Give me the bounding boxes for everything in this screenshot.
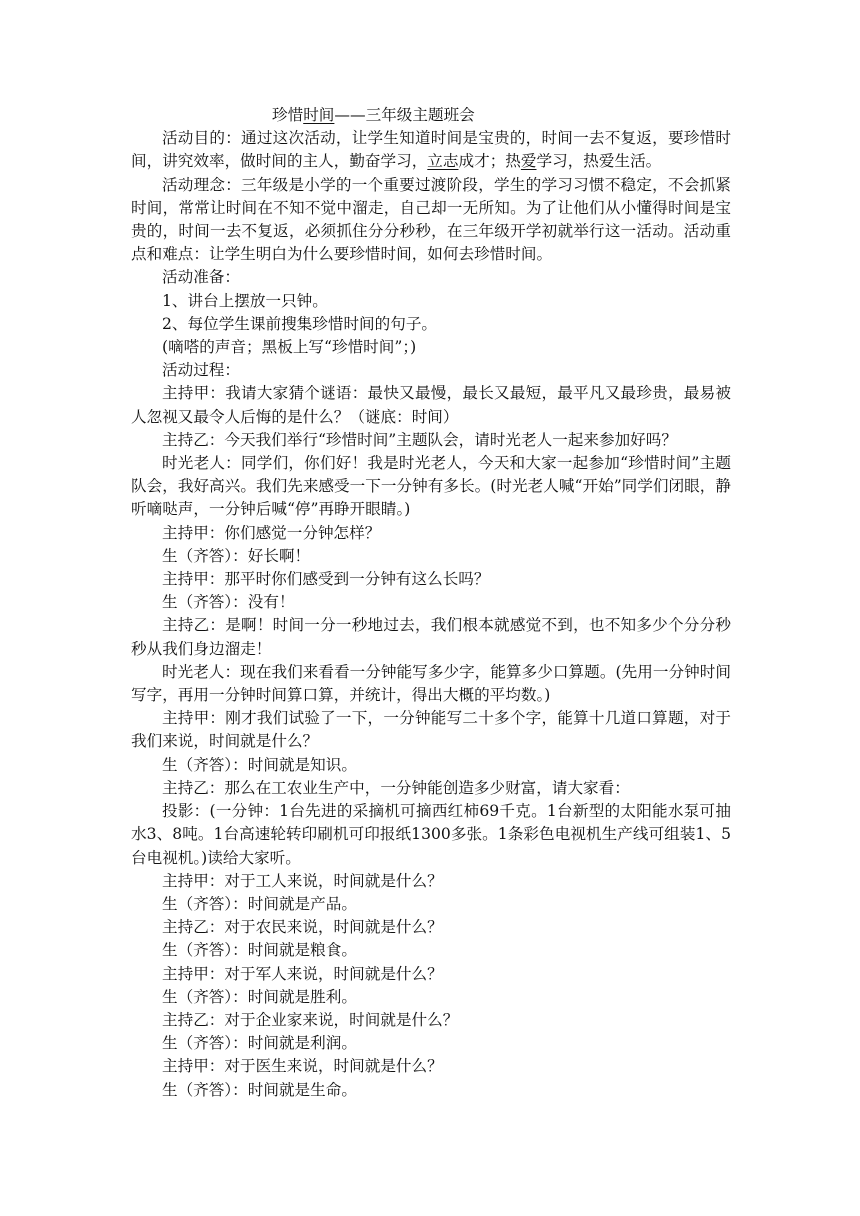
paragraph: 生（齐答）：好长啊！ bbox=[162, 546, 311, 565]
title-part: 珍惜 bbox=[272, 106, 304, 124]
paragraph: 活动过程： bbox=[162, 361, 240, 380]
paragraph: 主持乙：对于企业家来说，时间就是什么？ bbox=[162, 1010, 459, 1029]
underlined-word: 爱 bbox=[520, 152, 537, 171]
text-run: 成才；热 bbox=[458, 152, 521, 171]
paragraph: 时光老人：同学们，你们好！我是时光老人，今天和大家一起参加“珍惜时间”主题队会，我好高兴。我们先来感受一下一分钟有多长。(时光老人喊“开始”同学们闭眼，静听嘀哒声，一分钟后喊“停”再睁开眼睛。) bbox=[131, 454, 731, 519]
paragraph: 主持甲：我请大家猜个谜语：最快又最慢，最长又最短，最平凡又最珍贵，最易被人忽视又最令人后悔的是什么？（谜底：时间） bbox=[131, 384, 731, 426]
paragraph: 生（齐答）：时间就是粮食。 bbox=[162, 941, 357, 960]
paragraph: 生（齐答）：时间就是生命。 bbox=[162, 1080, 357, 1099]
paragraph: 活动准备： bbox=[162, 268, 240, 287]
document-title bbox=[131, 104, 731, 127]
paragraph: 主持乙：今天我们举行“珍惜时间”主题队会，请时光老人一起来参加好吗？ bbox=[162, 430, 677, 449]
paragraph: 主持乙：那么在工农业生产中，一分钟能创造多少财富，请大家看： bbox=[162, 778, 630, 797]
paragraph: 2、每位学生课前搜集珍惜时间的句子。 bbox=[162, 314, 438, 333]
paragraph: (嘀嗒的声音；黑板上写“珍惜时间”；) bbox=[162, 338, 417, 357]
paragraph: 时光老人：现在我们来看看一分钟能写多少字，能算多少口算题。(先用一分钟时间写字，再用一分钟时间算口算，并统计，得出大概的平均数。) bbox=[131, 662, 731, 705]
text-run: 学习，热爱生活。 bbox=[536, 152, 662, 171]
paragraph: 主持乙：对于农民来说，时间就是什么？ bbox=[162, 918, 443, 937]
paragraph: 生（齐答）：时间就是利润。 bbox=[162, 1034, 357, 1053]
paragraph: 主持甲：对于军人来说，时间就是什么？ bbox=[162, 964, 443, 983]
paragraph: 主持甲：对于工人来说，时间就是什么？ bbox=[162, 871, 443, 890]
text-run: 活动目的：通过这次活动，让学生知道时间是宝贵的，时间一去不复返，要珍惜时间，讲究效率，做时间的主人，勤奋学习， bbox=[131, 129, 731, 171]
title-underlined-part: 时间 bbox=[303, 106, 335, 124]
paragraph: 主持甲：刚才我们试验了一下，一分钟能写二十多个字，能算十几道口算题，对于我们来说，时间就是什么？ bbox=[131, 709, 731, 751]
paragraph: 主持乙：是啊！时间一分一秒地过去，我们根本就感觉不到，也不知多少个分分秒秒从我们身边溜走！ bbox=[131, 616, 731, 658]
paragraph: 生（齐答）：时间就是知识。 bbox=[162, 755, 357, 774]
paragraph-activity-goal bbox=[131, 127, 731, 173]
document-body bbox=[131, 104, 731, 1102]
paragraph: 1、讲台上摆放一只钟。 bbox=[162, 291, 328, 310]
paragraph: 活动理念：三年级是小学的一个重要过渡阶段，学生的学习习惯不稳定，不会抓紧时间，常常让时间在不知不觉中溜走，自己却一无所知。为了让他们从小懂得时间是宝贵的，时间一去不复返，必须抓住分分秒秒，在三年级开学初就举行这一活动。活动重点和难点：让学生明白为什么要珍惜时间，如何去珍惜时间。 bbox=[131, 175, 731, 264]
paragraph: 主持甲：你们感觉一分钟怎样？ bbox=[162, 523, 381, 542]
underlined-word: 立志 bbox=[427, 152, 459, 171]
paragraph: 投影：(一分钟：1台先进的采摘机可摘西红柿69千克。1台新型的太阳能水泵可抽水3、8吨。1台高速轮转印刷机可印报纸1300多张。1条彩色电视机生产线可组装1、5台电视机。)读给大家听。 bbox=[131, 802, 731, 867]
paragraph: 主持甲：那平时你们感受到一分钟有这么长吗？ bbox=[162, 570, 490, 589]
title-part: ——三年级主题班会 bbox=[334, 106, 475, 124]
paragraph: 生（齐答）：没有！ bbox=[162, 593, 295, 612]
paragraph: 生（齐答）：时间就是胜利。 bbox=[162, 987, 357, 1006]
paragraph: 生（齐答）：时间就是产品。 bbox=[162, 894, 357, 913]
paragraph: 主持甲：对于医生来说，时间就是什么？ bbox=[162, 1057, 443, 1076]
